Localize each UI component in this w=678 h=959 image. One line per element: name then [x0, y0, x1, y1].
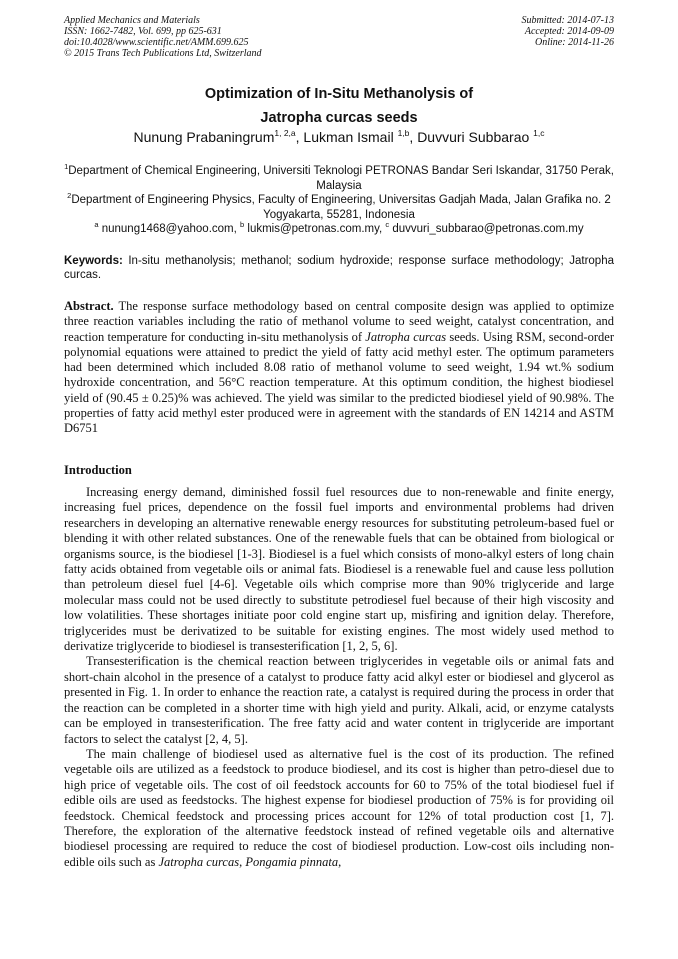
dates-header	[522, 15, 615, 48]
keywords-section	[64, 255, 614, 282]
intro-p3-sep: ,	[239, 854, 246, 869]
abstract-species: Jatropha curcas	[365, 329, 447, 344]
intro-p3-end: ,	[338, 854, 342, 869]
submitted-date: Submitted: 2014-07-13	[521, 15, 614, 26]
abstract-text-b: seeds. Using RSM, second-order polynomial equations were attained to predict the yield of fatty acid methyl ester. The optimum parameters had been determined which included 8.08 ratio of methanol volume to seed weight, 1.94 wt.% sodium hydroxide concentration, and 56°C reaction temperature. At this optimum condition, the highest biodiesel yield of (90.45 ± 0.25)% was achieved. The yield was similar to the predicted biodiesel yield of 90.98%. The properties of fatty acid methyl ester produced were in agreement with the standards of EN 14214 and ASTM D6751	[64, 329, 614, 436]
journal-header	[64, 15, 262, 59]
affiliation-1-mark: 1	[64, 162, 69, 171]
intro-paragraph-3	[64, 747, 614, 870]
paper-title	[60, 82, 618, 130]
email-a: nunung1468@yahoo.com,	[98, 223, 241, 236]
intro-paragraph-2: Transesterification is the chemical reaction between triglycerides in vegetable oils or animal fats and short-chain alcohol in the presence of a catalyst to produce fatty acid alkyl ester or biodiesel and glycerol as presented in Fig. 1. In order to enhance the reaction rate, a catalyst is required during the process in order that the reaction can be completed in a shorter time with high yield and purity. Alkali, acid, or enzyme catalysts can be employed in transesterification. The free fatty acid and water content in triglyceride are important factors to select the catalyst [2, 4, 5].	[64, 654, 614, 746]
affiliation-1-text: Department of Chemical Engineering, Universiti Teknologi PETRONAS Bandar Seri Iskandar, 31750 Perak, Malaysia	[68, 165, 614, 192]
affiliation-2	[64, 193, 614, 222]
accepted-date: Accepted: 2014-09-09	[524, 26, 614, 37]
copyright-text: © 2015 Trans Tech Publications Ltd, Switzerland	[64, 48, 262, 59]
affiliations	[64, 164, 614, 237]
author-1-affil: 1, 2,a	[274, 128, 296, 138]
title-line-2: Jatropha curcas seeds	[260, 110, 418, 126]
keywords-text: In-situ methanolysis; methanol; sodium hydroxide; response surface methodology; Jatropha curcas.	[64, 255, 614, 281]
intro-paragraph-1: Increasing energy demand, diminished fossil fuel resources due to non-renewable and finite energy, increasing fuel prices, dependence on the fossil fuel imports and environmental problems had driven researchers in developing an alternative renewable energy resources for substituting petroleum-based fuel or blending it with other related substances. One of the renewable fuels that can be obtained from biological or organisms source, is the biodiesel [1-3]. Biodiesel is a fuel which consists of mono-alkyl esters of long chain fatty acids obtained from vegetable oils or animal fats. Biodiesel is a renewable fuel and cause less pollution than petroleum diesel fuel [4-6]. Vegetable oils which comprise more than 90% triglyceride and large molecular mass could not be used directly to substitute petrodiesel fuel because of their high viscosity and low volatilities. These shortages initiate poor cold engine start up, misfiring and ignition delay. Therefore, triglycerides must be derivatized to be suitable for existing engines. The most widely used method to derivatize triglyceride to biodiesel is transesterification [1, 2, 5, 6].	[64, 485, 614, 654]
abstract-text-a: The response surface methodology based on central composite design was applied to optimize three reaction variables including the ratio of methanol volume to seed weight, catalyst concentration, and reaction temperature for conducting in-situ methanolysis of	[64, 299, 614, 344]
author-2-name: , Lukman Ismail	[295, 129, 398, 145]
affiliation-1	[64, 164, 614, 193]
email-a-mark: a	[94, 220, 99, 230]
intro-p3-text: The main challenge of biodiesel used as alternative fuel is the cost of its production. The refined vegetable oils are utilized as a feedstock to produce biodiesel, and its cost is higher than petro-diesel due to high price of vegetable oils. The cost of oil feedstock accounts for 60 to 75% of the total biodiesel fuel if edible oils are used as feedstocks. The highest expense for biodiesel production of 75% is for providing oil feedstock. Chemical feedstock and processing prices account for 12% of total production cost [1, 7]. Therefore, the exploration of the alternative feedstock instead of refined vegetable oils and alternative biodiesel processing are required to reduce the cost of biodiesel production. Low-cost oils including non-edible oils such as	[64, 746, 614, 869]
email-b: lukmis@petronas.com.my,	[244, 223, 386, 236]
title-line-1: Optimization of In-Situ Methanolysis of	[204, 86, 474, 102]
abstract-label: Abstract.	[64, 299, 114, 313]
affiliation-2-mark: 2	[67, 191, 72, 201]
author-2-affil: 1,b	[397, 128, 410, 138]
email-c: duvvuri_subbarao@petronas.com.my	[389, 223, 584, 236]
keywords-label: Keywords:	[64, 255, 123, 267]
online-date: Online: 2014-11-26	[535, 37, 614, 48]
author-3-affil: 1,c	[533, 128, 545, 138]
author-1-name: Nunung Prabaningrum	[133, 129, 275, 145]
journal-issn: ISSN: 1662-7482, Vol. 699, pp 625-631	[64, 26, 222, 37]
doi-text: doi:10.4028/www.scientific.net/AMM.699.625	[64, 37, 249, 48]
email-b-mark: b	[240, 220, 245, 230]
affiliation-2-text: Department of Engineering Physics, Faculty of Engineering, Universitas Gadjah Mada, Jalan Grafika no. 2 Yogyakarta, 55281, Indonesia	[71, 194, 611, 221]
abstract-section	[64, 299, 614, 437]
intro-p3-species-1: Jatropha curcas	[158, 854, 240, 869]
author-list	[40, 128, 638, 146]
journal-name: Applied Mechanics and Materials	[64, 15, 200, 26]
author-3-name: , Duvvuri Subbarao	[409, 129, 534, 145]
email-line	[64, 222, 614, 237]
intro-p3-species-2: Pongamia pinnata	[245, 854, 339, 869]
email-c-mark: c	[385, 220, 390, 230]
introduction-body	[64, 485, 614, 870]
introduction-heading: Introduction	[64, 463, 132, 477]
